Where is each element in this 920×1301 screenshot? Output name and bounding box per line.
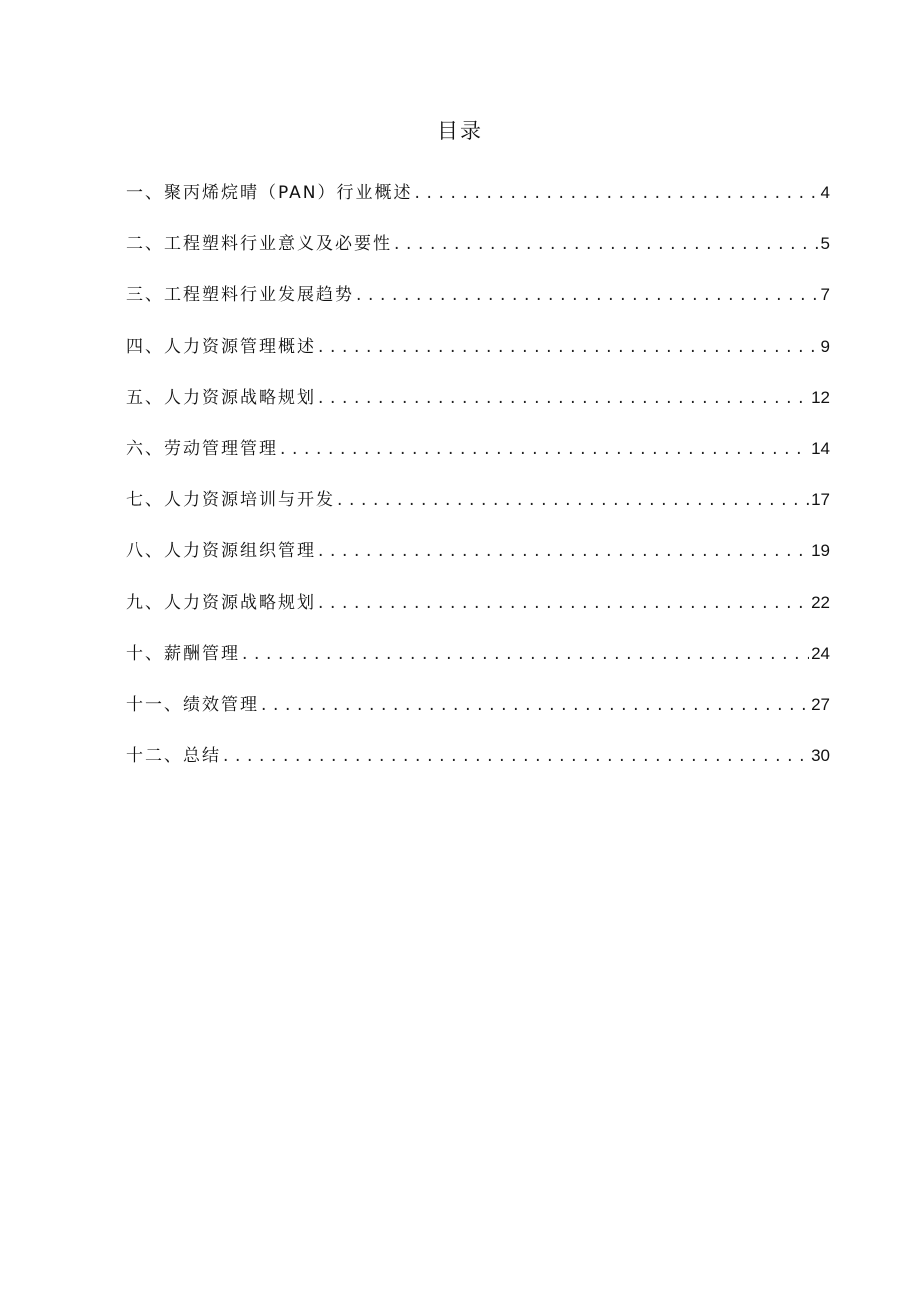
toc-entry-page-number: 7	[820, 285, 830, 305]
toc-title: 目录	[437, 119, 483, 143]
toc-entry-page-number: 9	[820, 336, 830, 356]
toc-entry-label: 三、工程塑料行业发展趋势	[126, 285, 354, 306]
toc-entry-label: 一、聚丙烯烷晴（PAN）行业概述	[126, 183, 413, 203]
toc-entry-3[interactable]	[126, 280, 830, 331]
toc-entry-4[interactable]	[126, 332, 830, 383]
toc-entry-1[interactable]	[126, 178, 830, 229]
toc-entry-label: 六、劳动管理管理	[126, 438, 278, 459]
toc-dot-leader	[223, 741, 809, 771]
toc-entry-page-number: 14	[811, 438, 830, 458]
toc-entry-2[interactable]	[126, 229, 830, 280]
toc-entry-label: 四、人力资源管理概述	[126, 336, 316, 357]
toc-entry-page-number: 27	[811, 694, 830, 714]
toc-entry-8[interactable]	[126, 536, 830, 587]
toc-dot-leader	[318, 536, 809, 566]
toc-entry-label: 七、人力资源培训与开发	[126, 490, 335, 511]
toc-entry-label: 八、人力资源组织管理	[126, 541, 316, 562]
toc-list	[126, 178, 830, 792]
toc-entry-label: 五、人力资源战略规划	[126, 387, 316, 408]
toc-entry-page-number: 5	[820, 234, 830, 254]
toc-entry-page-number: 4	[820, 183, 830, 202]
toc-dot-leader	[356, 280, 819, 310]
toc-entry-9[interactable]	[126, 588, 830, 639]
toc-entry-6[interactable]	[126, 434, 830, 485]
toc-entry-12[interactable]	[126, 741, 830, 792]
toc-dot-leader	[318, 588, 809, 618]
toc-entry-10[interactable]	[126, 639, 830, 690]
toc-entry-11[interactable]	[126, 690, 830, 741]
toc-dot-leader	[415, 178, 819, 208]
toc-entry-7[interactable]	[126, 485, 830, 536]
toc-entry-page-number: 24	[811, 643, 830, 663]
toc-entry-label: 十二、总结	[126, 746, 221, 767]
toc-dot-leader	[242, 639, 809, 669]
toc-entry-page-number: 12	[811, 387, 830, 407]
toc-entry-label: 十一、绩效管理	[126, 694, 259, 715]
toc-entry-label: 九、人力资源战略规划	[126, 592, 316, 613]
toc-dot-leader	[337, 485, 809, 515]
toc-dot-leader	[280, 434, 809, 464]
toc-entry-5[interactable]	[126, 383, 830, 434]
toc-entry-label: 二、工程塑料行业意义及必要性	[126, 234, 392, 255]
toc-entry-page-number: 19	[811, 541, 830, 561]
toc-entry-page-number: 30	[811, 746, 830, 766]
toc-dot-leader	[318, 383, 809, 413]
toc-dot-leader	[261, 690, 809, 720]
toc-entry-page-number: 22	[811, 592, 830, 612]
toc-dot-leader	[318, 332, 819, 362]
toc-entry-label: 十、薪酬管理	[126, 643, 240, 664]
toc-dot-leader	[394, 229, 819, 259]
toc-entry-page-number: 17	[811, 490, 830, 510]
